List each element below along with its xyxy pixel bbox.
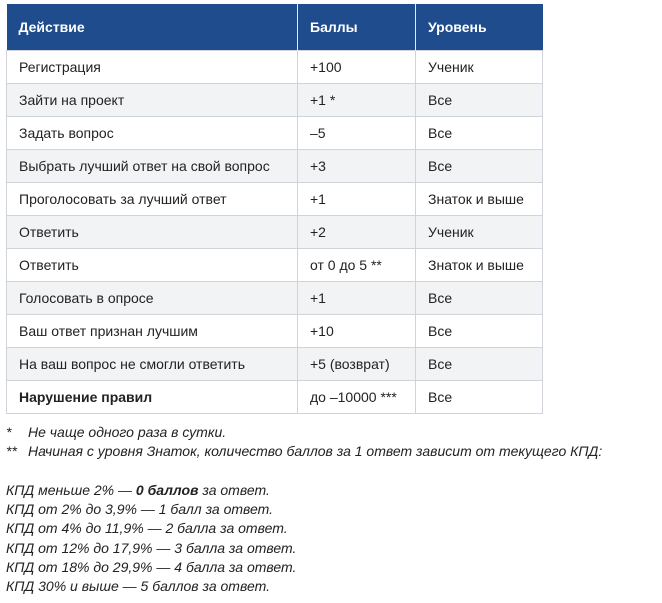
footnote bbox=[6, 442, 602, 461]
cell-points: +1 bbox=[298, 183, 416, 216]
table-header bbox=[7, 4, 543, 51]
kpd-line: КПД от 4% до 11,9% — 2 балла за ответ. bbox=[6, 520, 288, 537]
kpd-line: КПД от 2% до 3,9% — 1 балл за ответ. bbox=[6, 501, 274, 518]
cell-action: Голосовать в опросе bbox=[7, 282, 298, 315]
table-row bbox=[7, 282, 543, 315]
cell-action: Выбрать лучший ответ на свой вопрос bbox=[7, 150, 298, 183]
footnote-mark: ** bbox=[6, 443, 17, 459]
kpd-line: КПД 30% и выше — 5 баллов за ответ. bbox=[6, 578, 270, 595]
cell-points: –5 bbox=[298, 117, 416, 150]
cell-level: Знаток и выше bbox=[416, 183, 543, 216]
kpd-line bbox=[6, 481, 296, 500]
header-points: Баллы bbox=[298, 4, 416, 51]
cell-points: +10 bbox=[298, 315, 416, 348]
table-row bbox=[7, 348, 543, 381]
kpd-prefix: КПД меньше 2% — bbox=[6, 482, 136, 498]
cell-level: Все bbox=[416, 150, 543, 183]
cell-points: до –10000 *** bbox=[298, 381, 416, 414]
table-body bbox=[7, 51, 543, 414]
cell-level: Все bbox=[416, 117, 543, 150]
table-row bbox=[7, 249, 543, 282]
table-row bbox=[7, 216, 543, 249]
footnotes bbox=[6, 423, 602, 461]
footnote-text: Начиная с уровня Знаток, количество баллов за 1 ответ зависит от текущего КПД: bbox=[28, 443, 603, 459]
cell-action: Ваш ответ признан лучшим bbox=[7, 315, 298, 348]
cell-level: Все bbox=[416, 84, 543, 117]
footnote-mark: * bbox=[6, 424, 12, 440]
cell-points: +1 * bbox=[298, 84, 416, 117]
points-table bbox=[6, 4, 543, 414]
cell-action: Регистрация bbox=[7, 51, 298, 84]
footnote-text: Не чаще одного раза в сутки. bbox=[28, 424, 227, 440]
cell-points: +100 bbox=[298, 51, 416, 84]
table-row bbox=[7, 84, 543, 117]
table-row bbox=[7, 381, 543, 414]
cell-level: Все bbox=[416, 348, 543, 381]
kpd-suffix: за ответ. bbox=[198, 482, 270, 498]
cell-level: Все bbox=[416, 315, 543, 348]
cell-action: Проголосовать за лучший ответ bbox=[7, 183, 298, 216]
cell-points: +5 (возврат) bbox=[298, 348, 416, 381]
header-level: Уровень bbox=[416, 4, 543, 51]
cell-level: Ученик bbox=[416, 51, 543, 84]
table-row bbox=[7, 117, 543, 150]
cell-action: Задать вопрос bbox=[7, 117, 298, 150]
table-row bbox=[7, 51, 543, 84]
cell-action: На ваш вопрос не смогли ответить bbox=[7, 348, 298, 381]
header-action: Действие bbox=[7, 4, 298, 51]
footnote bbox=[6, 423, 602, 442]
table-row bbox=[7, 183, 543, 216]
cell-action: Зайти на проект bbox=[7, 84, 298, 117]
cell-action: Ответить bbox=[7, 216, 298, 249]
table-row bbox=[7, 150, 543, 183]
cell-points: +3 bbox=[298, 150, 416, 183]
kpd-list bbox=[6, 481, 296, 596]
cell-level: Все bbox=[416, 381, 543, 414]
header-row bbox=[7, 4, 543, 51]
cell-level: Знаток и выше bbox=[416, 249, 543, 282]
kpd-strong: 0 баллов bbox=[135, 482, 199, 498]
cell-points: +2 bbox=[298, 216, 416, 249]
cell-action: Нарушение правил bbox=[7, 381, 298, 414]
cell-action: Ответить bbox=[7, 249, 298, 282]
cell-level: Все bbox=[416, 282, 543, 315]
cell-points: +1 bbox=[298, 282, 416, 315]
kpd-line: КПД от 12% до 17,9% — 3 балла за ответ. bbox=[6, 539, 297, 556]
kpd-line: КПД от 18% до 29,9% — 4 балла за ответ. bbox=[6, 558, 297, 575]
cell-level: Ученик bbox=[416, 216, 543, 249]
table-row bbox=[7, 315, 543, 348]
cell-points: от 0 до 5 ** bbox=[298, 249, 416, 282]
